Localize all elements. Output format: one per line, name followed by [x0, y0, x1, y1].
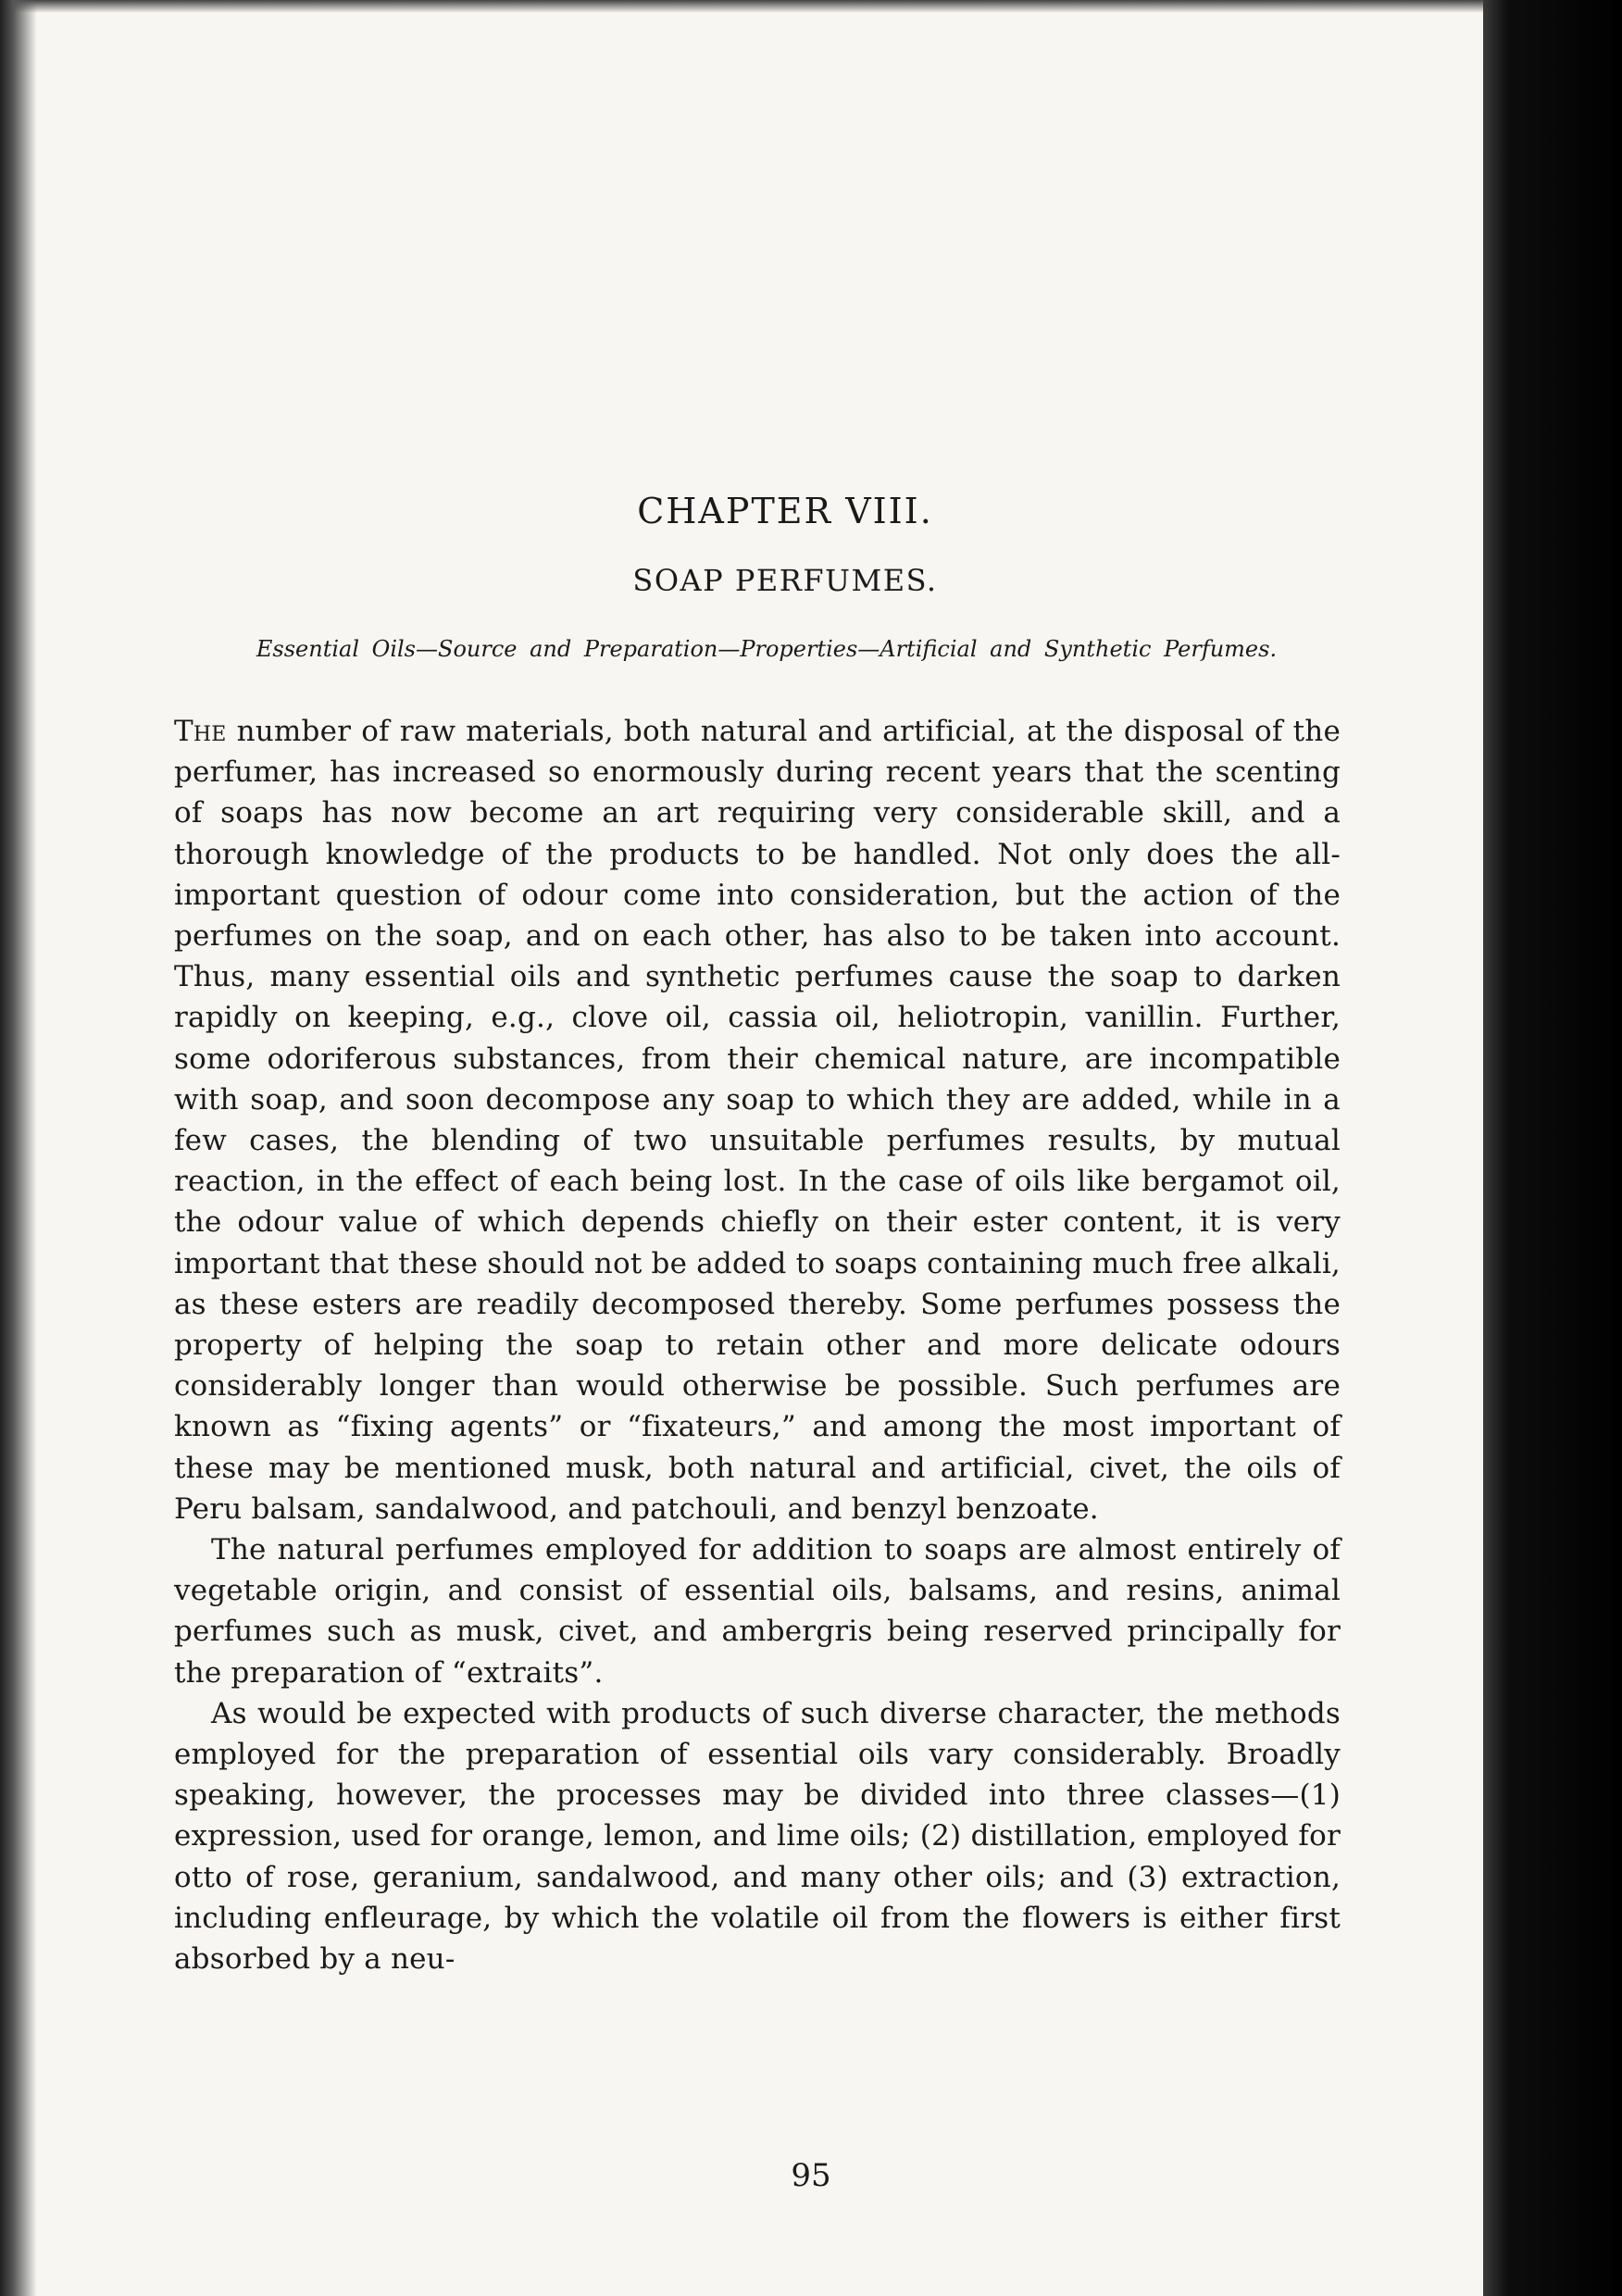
paragraph-2: The natural perfumes employed for addition to soaps are almost entirely of vegetable origin, and consist of essential oils, balsams, and resins, animal perfumes such as musk, civet, and ambergris being reserved principally for the preparation of “extraits”. — [174, 1533, 1341, 1690]
scan-edge-top — [0, 0, 1622, 13]
scan-edge-right — [1483, 0, 1622, 2296]
paragraph-1-lead: The — [174, 715, 227, 748]
body-text — [174, 711, 1341, 1979]
chapter-heading: CHAPTER VIII. — [637, 491, 933, 531]
chapter-summary: Essential Oils—Source and Preparation—Properties—Artificial and Synthetic Perfumes. — [256, 636, 1278, 662]
paragraph-3: As would be expected with products of such diverse character, the methods employed for the preparation of essential oils vary considerably. Broadly speaking, however, the processes may be divided into three classes—(1) expression, used for orange, lemon, and lime oils; (2) distillation, employed for otto of rose, geranium, sandalwood, and many other oils; and (3) extraction, including enfleurage, by which the volatile oil from the flowers is either first absorbed by a neu- — [174, 1696, 1341, 1977]
page-number: 95 — [791, 2157, 831, 2194]
scan-edge-left — [0, 0, 37, 2296]
chapter-title: SOAP PERFUMES. — [632, 563, 938, 598]
paragraph-1 — [174, 711, 1341, 1529]
page-content — [174, 491, 1341, 1979]
paragraph-1-text: number of raw materials, both natural and artificial, at the disposal of the perfumer, has increased so enormously during recent years that the scenting of soaps has now become an art requiring very considerable skill, and a thorough knowledge of the products to be handled. Not only does the all-important question of odour come into consideration, but the action of the perfumes on the soap, and on each other, has also to be taken into account. Thus, many essential oils and synthetic perfumes cause the soap to darken rapidly on keeping, e.g., clove oil, cassia oil, heliotropin, vanillin. Further, some odoriferous substances, from their chemical nature, are incompatible with soap, and soon decompose any soap to which they are added, while in a few cases, the blending of two unsuitable perfumes results, by mutual reaction, in the effect of each being lost. In the case of oils like bergamot oil, the odour value of which depends chiefly on their ester content, it is very important that these should not be added to soaps containing much free alkali, as these esters are readily decomposed thereby. Some perfumes possess the property of helping the soap to retain other and more delicate odours considerably longer than would otherwise be possible. Such perfumes are known as “fixing agents” or “fixateurs,” and among the most important of these may be mentioned musk, both natural and artificial, civet, the oils of Peru balsam, sandalwood, and patchouli, and benzyl benzoate. — [174, 715, 1341, 1526]
